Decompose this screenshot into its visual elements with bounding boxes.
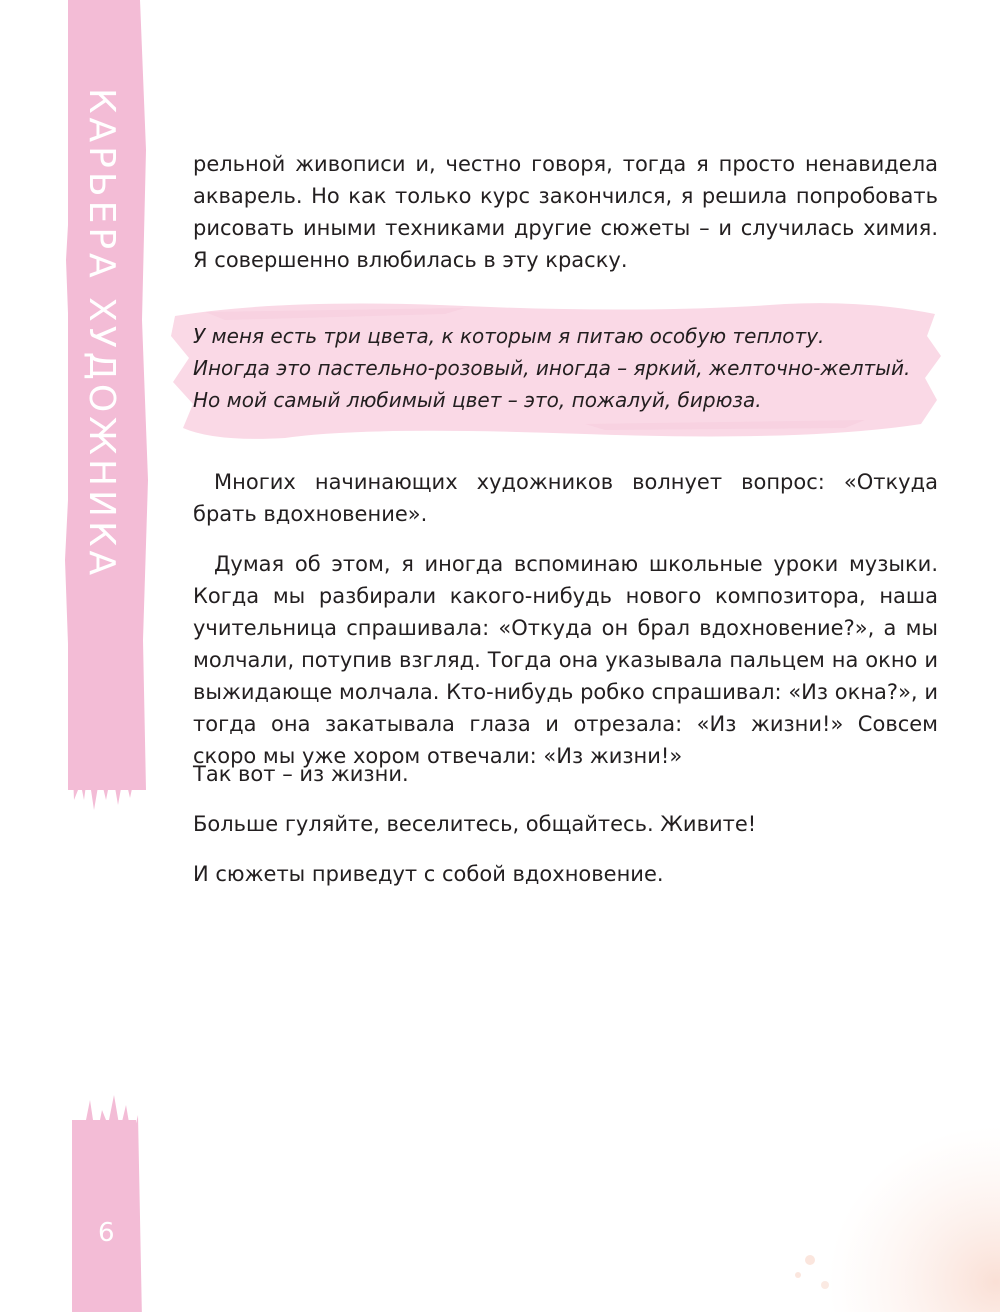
page-number: 6 xyxy=(98,1218,115,1248)
chapter-title: КАРЬЕРА ХУДОЖНИКА xyxy=(81,88,122,580)
quote-line: Но мой самый любимый цвет – это, пожалуй, бирюза. xyxy=(193,388,762,412)
body-paragraph-6: И сюжеты приведут с собой вдохновение. xyxy=(193,862,664,886)
quote-line: У меня есть три цвета, к которым я питаю особую теплоту. xyxy=(193,324,825,348)
quote-line: Иногда это пастельно-розовый, иногда – яркий, желточно-желтый. xyxy=(193,356,911,380)
body-paragraph-3: Думая об этом, я иногда вспоминаю школьные уроки музыки. Когда мы разбирали какого-нибудь нового композитора, наша учительница спрашивала: «Откуда он брал вдохновение?», а мы молчали, потупив взгляд. Тогда она указывала пальцем на окно и выжидающе молчала. Кто-нибудь робко спрашивал: «Из окна?», и тогда она закатывала глаза и отрезала: «Из жизни!» Совсем скоро мы уже хором отвечали: «Из жизни!» xyxy=(193,552,938,768)
body-paragraph-5: Больше гуляйте, веселитесь, общайтесь. Живите! xyxy=(193,812,757,836)
watercolor-wash-decoration xyxy=(770,1060,1000,1312)
sidebar-brush-strip-bottom xyxy=(72,1120,136,1312)
pull-quote xyxy=(193,320,913,416)
body-paragraph-1: рельной живописи и, честно говоря, тогда я просто ненавидела акварель. Но как только курс закончился, я решила попробовать рисовать иными техниками другие сюжеты – и случилась химия. Я совершенно влюбилась в эту краску. xyxy=(193,152,938,272)
body-paragraph-2: Многих начинающих художников волнует вопрос: «Откуда брать вдохновение». xyxy=(193,470,938,526)
body-paragraph-4: Так вот – из жизни. xyxy=(193,762,409,786)
